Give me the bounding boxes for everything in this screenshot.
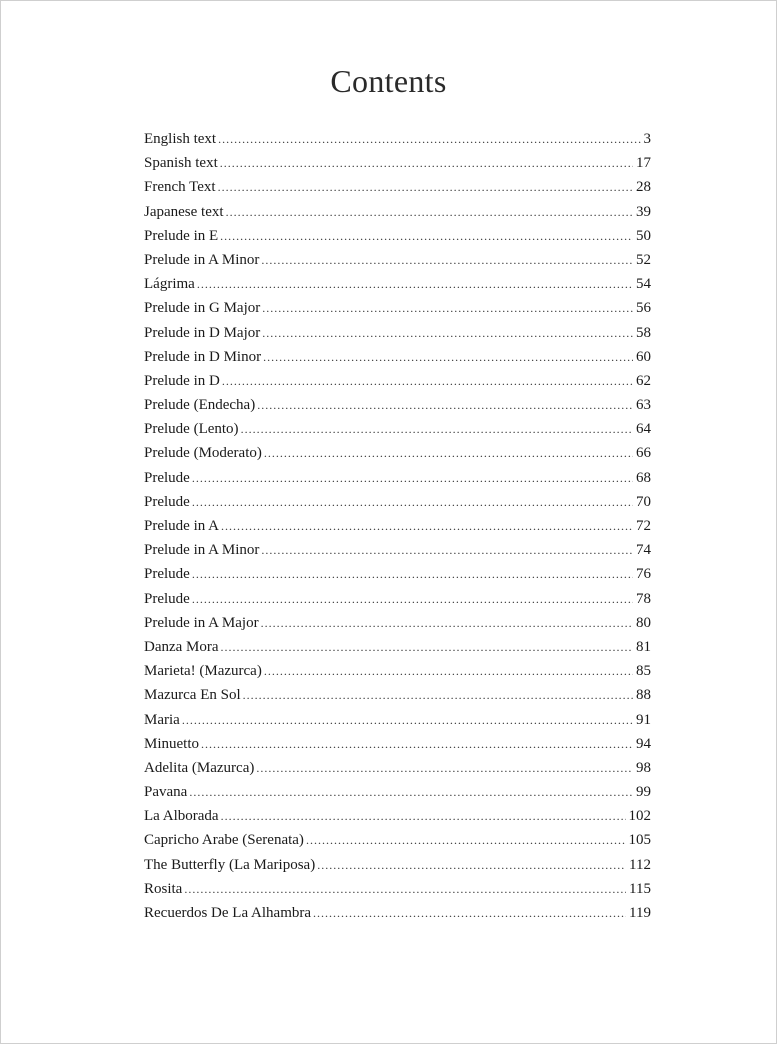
dot-leader [221,514,633,538]
toc-entry[interactable] [144,611,651,635]
toc-entry-label: Prelude in D Minor [144,348,262,365]
toc-entry[interactable] [144,853,651,877]
toc-entry[interactable] [144,224,651,248]
toc-entry-label: Rosita [144,880,183,897]
dot-leader [220,151,633,175]
toc-entry-page-number: 91 [636,711,651,728]
toc-entry-page-number: 39 [636,203,651,220]
dot-leader [256,756,633,780]
toc-entry[interactable] [144,200,651,224]
toc-entry-page-number: 68 [636,469,651,486]
toc-entry-page-number: 80 [636,614,651,631]
toc-entry[interactable] [144,901,651,925]
toc-entry-page-number: 78 [636,590,651,607]
toc-entry[interactable] [144,345,651,369]
toc-entry-label: Prelude (Moderato) [144,445,262,462]
toc-entry[interactable] [144,538,651,562]
toc-entry[interactable] [144,780,651,804]
toc-entry[interactable] [144,296,651,320]
toc-entry-page-number: 74 [636,542,651,559]
toc-entry-label: Prelude [144,469,190,486]
toc-entry-label: Spanish text [144,155,218,172]
toc-entry-page-number: 72 [636,518,651,534]
toc-entry-page-number: 63 [636,397,651,414]
toc-entry-label: The Butterfly (La Mariposa) [144,856,316,873]
dot-leader [192,466,633,490]
toc-entry-label: Lágrima [144,276,195,293]
toc-entry[interactable] [144,441,651,465]
toc-entry-page-number: 105 [628,832,651,849]
dot-leader [218,127,640,151]
toc-entry[interactable] [144,175,651,199]
toc-entry-page-number: 88 [636,687,651,704]
toc-entry[interactable] [144,466,651,490]
toc-entry-label: Mazurca En Sol [144,687,241,704]
dot-leader [220,224,633,248]
toc-entry-label: Capricho Arabe (Serenata) [144,832,304,849]
dot-leader [241,417,633,441]
toc-entry-page-number: 60 [636,348,651,365]
dot-leader [264,441,633,465]
dot-leader [192,587,633,611]
toc-entry-page-number: 17 [636,155,651,172]
dot-leader [192,562,633,586]
toc-entry-page-number: 76 [636,566,651,583]
toc-entry-page-number: 94 [636,735,651,752]
toc-entry-label: Adelita (Mazurca) [144,759,255,776]
table-of-contents [144,127,651,925]
toc-entry-label: Prelude in D Major [144,324,261,341]
dot-leader [306,828,626,852]
toc-entry-page-number: 52 [636,251,651,268]
toc-entry-page-number: 54 [636,276,651,293]
toc-entry[interactable] [144,708,651,732]
dot-leader [221,635,633,659]
toc-entry-label: Prelude (Lento) [144,421,239,438]
toc-entry[interactable] [144,587,651,611]
dot-leader [189,780,633,804]
toc-entry-label: Prelude [144,566,190,583]
toc-entry-page-number: 115 [629,880,651,897]
dot-leader [184,877,626,901]
dot-leader [221,804,626,828]
toc-entry[interactable] [144,127,651,151]
toc-entry-label: Maria [144,711,180,728]
toc-entry-page-number: 28 [636,179,651,196]
dot-leader [317,853,626,877]
toc-entry[interactable] [144,490,651,514]
dot-leader [182,708,633,732]
toc-entry-page-number: 112 [629,856,651,873]
toc-entry[interactable] [144,417,651,441]
toc-entry-page-number: 98 [636,759,651,776]
dot-leader [197,272,633,296]
toc-entry-page-number: 56 [636,300,651,317]
toc-entry[interactable] [144,659,651,683]
toc-entry[interactable] [144,393,651,417]
toc-entry-page-number: 102 [628,808,651,825]
toc-entry[interactable] [144,248,651,272]
toc-entry-label: Prelude in A Minor [144,251,260,268]
dot-leader [262,321,633,345]
toc-entry-page-number: 70 [636,493,651,510]
toc-entry-page-number: 99 [636,784,651,801]
toc-entry-page-number: 3 [643,131,651,147]
toc-entry[interactable] [144,683,651,707]
toc-entry-label: Recuerdos De La Alhambra [144,905,312,921]
toc-entry-label: Prelude [144,590,190,607]
dot-leader [264,659,633,683]
toc-entry-page-number: 58 [636,324,651,341]
toc-entry[interactable] [144,732,651,756]
dot-leader [201,732,633,756]
toc-entry[interactable] [144,635,651,659]
dot-leader [263,345,633,369]
toc-entry-label: Marieta! (Mazurca) [144,663,262,680]
toc-entry-page-number: 64 [636,421,651,438]
dot-leader [226,200,633,224]
toc-entry[interactable] [144,514,651,538]
dot-leader [218,175,633,199]
page-title: Contents [330,63,447,99]
toc-entry-label: Pavana [144,784,188,801]
toc-entry-page-number: 50 [636,227,651,244]
toc-entry[interactable] [144,151,651,175]
toc-entry-page-number: 62 [636,372,651,389]
toc-entry-page-number: 85 [636,663,651,680]
toc-entry-label: Danza Mora [144,638,219,655]
toc-entry-label: Prelude in D [144,372,220,389]
dot-leader [313,901,626,925]
toc-entry-page-number: 119 [629,905,651,921]
toc-entry-label: Minuetto [144,735,199,752]
toc-entry-page-number: 66 [636,445,651,462]
toc-entry-label: Prelude in A [144,518,219,534]
dot-leader [222,369,633,393]
toc-entry[interactable] [144,756,651,780]
toc-entry[interactable] [144,828,651,852]
toc-entry[interactable] [144,369,651,393]
toc-entry-label: Prelude in A Minor [144,542,260,559]
toc-entry-label: Japanese text [144,203,224,220]
toc-entry-page-number: 81 [636,638,651,655]
dot-leader [261,248,633,272]
toc-entry-label: French Text [144,179,216,196]
dot-leader [243,683,633,707]
toc-entry[interactable] [144,272,651,296]
toc-entry[interactable] [144,804,651,828]
toc-entry-label: English text [144,131,217,147]
toc-entry[interactable] [144,321,651,345]
toc-entry[interactable] [144,562,651,586]
dot-leader [261,611,633,635]
dot-leader [192,490,633,514]
dot-leader [261,538,633,562]
dot-leader [262,296,633,320]
toc-entry-label: Prelude in E [144,227,219,244]
toc-entry-label: Prelude in G Major [144,300,261,317]
toc-entry[interactable] [144,877,651,901]
toc-entry-label: Prelude [144,493,190,510]
toc-entry-label: Prelude (Endecha) [144,397,256,414]
toc-entry-label: La Alborada [144,808,219,825]
toc-entry-label: Prelude in A Major [144,614,259,631]
dot-leader [257,393,633,417]
